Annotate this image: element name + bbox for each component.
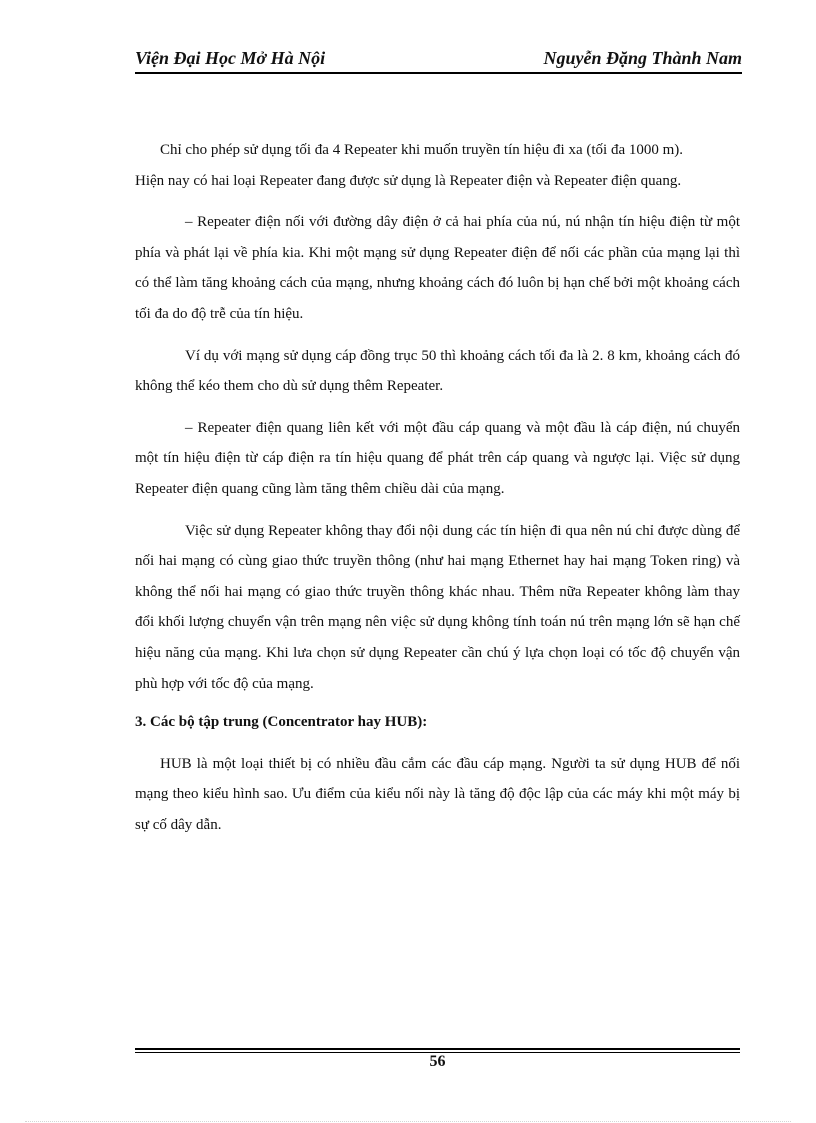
paragraph: Ví dụ với mạng sử dụng cáp đồng trục 50 thì khoảng cách tối đa là 2. 8 km, khoảng cách đó không thể kéo them cho dù sử dụng thêm Repeater. (135, 347, 740, 395)
paragraph: – Repeater điện quang liên kết với một đầu cáp quang và một đầu là cáp điện, nú chuyển một tín hiệu điện từ cáp điện ra tín hiệu quang để phát trên cáp quang và ngược lại. Việc sử dụng Repeater điện quang cũng làm tăng thêm chiều dài của mạng. (135, 419, 740, 497)
paragraph: – Repeater điện nối với đường dây điện ở cả hai phía của nú, nú nhận tín hiệu điện từ một phía và phát lại về phía kia. Khi một mạng sử dụng Repeater điện để nối các phần của mạng lại thì có thể làm tăng khoảng cách của mạng, nhưng khoảng cách đó luôn bị hạn chế bởi một khoảng cách tối đa do độ trễ của tín hiệu. (135, 214, 740, 322)
body-text (135, 135, 740, 840)
header-rule (135, 72, 742, 74)
page-bottom-border (25, 1121, 791, 1122)
page-number: 56 (429, 1053, 446, 1070)
header-institution: Viện Đại Học Mở Hà Nội (135, 48, 326, 68)
paragraph: Hiện nay có hai loại Repeater đang được sử dụng là Repeater điện và Repeater điện quang. (135, 172, 682, 189)
page-header (135, 48, 742, 72)
section-heading: 3. Các bộ tập trung (Concentrator hay HUB): (135, 714, 428, 731)
footer-rule (135, 1048, 740, 1050)
paragraph: HUB là một loại thiết bị có nhiều đầu cắm các đầu cáp mạng. Người ta sử dụng HUB để nối mạng theo kiểu hình sao. Ưu điểm của kiểu nối này là tăng độ độc lập của các máy khi một máy bị sự cố dây dẫn. (135, 755, 740, 833)
header-author: Nguyễn Đặng Thành Nam (543, 48, 742, 68)
paragraph: Chỉ cho phép sử dụng tối đa 4 Repeater khi muốn truyền tín hiệu đi xa (tối đa 1000 m). (160, 142, 684, 158)
paragraph: Việc sử dụng Repeater không thay đổi nội dung các tín hiện đi qua nên nú chỉ được dùng để nối hai mạng có cùng giao thức truyền thông (như hai mạng Ethernet hay hai mạng Token ring) và không thể nối hai mạng có giao thức truyền thông khác nhau. Thêm nữa Repeater không làm thay đổi khối lượng chuyển vận trên mạng nên việc sử dụng không tính toán nú trên mạng lớn sẽ hạn chế hiệu năng của mạng. Khi lưa chọn sử dụng Repeater cần chú ý lựa chọn loại có tốc độ chuyển vận phù hợp với tốc độ của mạng. (135, 522, 740, 692)
